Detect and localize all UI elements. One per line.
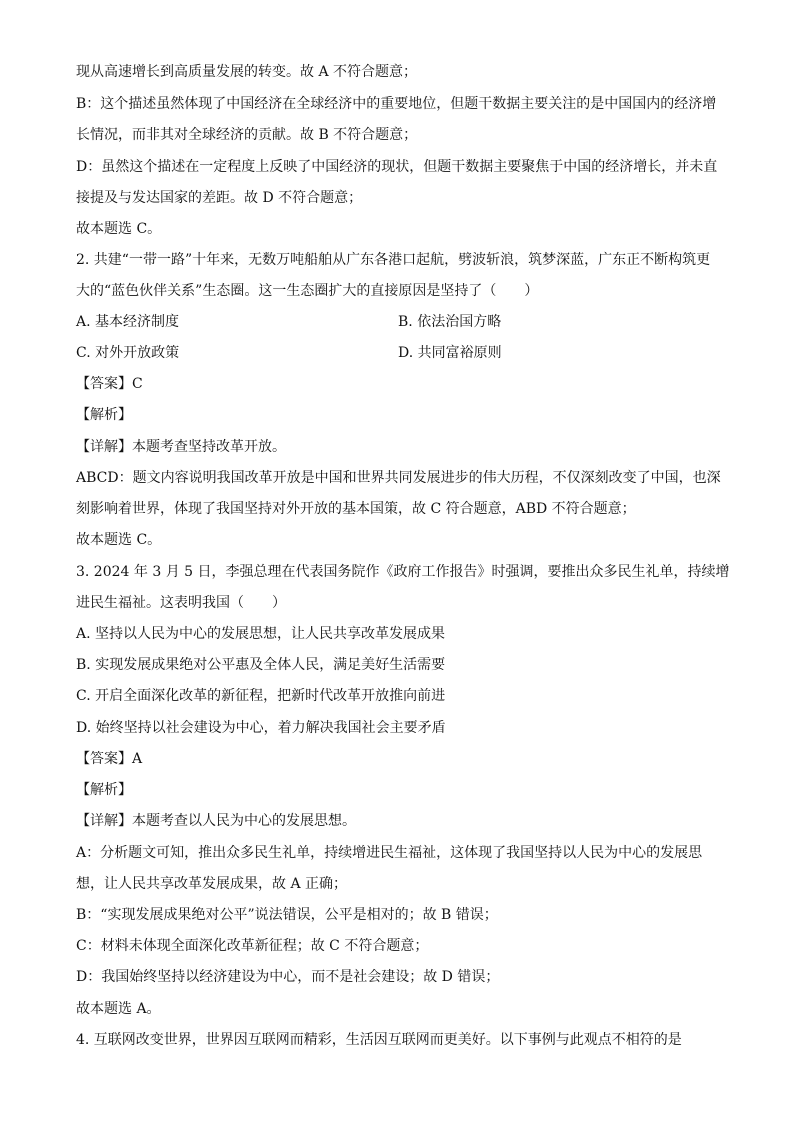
option-c: C. 对外开放政策 <box>76 345 180 361</box>
option-c: C. 开启全面深化改革的新征程，把新时代改革开放推向前进 <box>76 688 446 704</box>
text-line: 长情况，而非其对全球经济的贡献。故 B 不符合题意； <box>76 127 418 143</box>
question-2-stem: 大的“蓝色伙伴关系”生态圈。这一生态圈扩大的直接原因是坚持了（ ） <box>76 283 539 299</box>
text-line: 故本题选 A。 <box>76 1001 161 1017</box>
text-line: A：分析题文可知，推出众多民生礼单，持续增进民生福祉，这体现了我国坚持以人民为中心的发展思 <box>76 845 703 861</box>
detail-text: 【详解】本题考查以人民为中心的发展思想。 <box>76 813 356 829</box>
question-3-stem: 进民生福祉。这表明我国（ ） <box>76 595 286 611</box>
option-d: D. 共同富裕原则 <box>398 345 502 361</box>
text-line: D：我国始终坚持以经济建设为中心，而不是社会建设；故 D 错误； <box>76 969 500 985</box>
option-b: B. 依法治国方略 <box>398 314 502 330</box>
option-a: A. 坚持以人民为中心的发展思想，让人民共享改革发展成果 <box>76 626 446 642</box>
text-line: 故本题选 C。 <box>76 221 162 237</box>
question-3-stem: 3. 2024 年 3 月 5 日，李强总理在代表国务院作《政府工作报告》时强调，要推出众多民生礼单，持续增 <box>76 564 730 580</box>
text-line: 现从高速增长到高质量发展的转变。故 A 不符合题意； <box>76 64 418 80</box>
text-line: 想，让人民共享改革发展成果，故 A 正确； <box>76 876 348 892</box>
question-2-stem: 2. 共建“一带一路”十年来，无数万吨船舶从广东各港口起航，劈波斩浪，筑梦深蓝，广东正不断构筑更 <box>76 252 711 268</box>
option-d: D. 始终坚持以社会建设为中心，着力解决我国社会主要矛盾 <box>76 720 446 736</box>
question-4-stem: 4. 互联网改变世界，世界因互联网而精彩，生活因互联网而更美好。以下事例与此观点不相符的是 <box>76 1032 682 1048</box>
text-line: B：“实现发展成果绝对公平”说法错误，公平是相对的；故 B 错误； <box>76 907 498 923</box>
text-line: C：材料未体现全面深化改革新征程；故 C 不符合题意； <box>76 938 429 954</box>
text-line: ABCD：题文内容说明我国改革开放是中国和世界共同发展进步的伟大历程，不仅深刻改变了中国，也深 <box>76 470 721 486</box>
text-line: 接提及与发达国家的差距。故 D 不符合题意； <box>76 190 363 206</box>
text-line: 故本题选 C。 <box>76 532 162 548</box>
text-line: B：这个描述虽然体现了中国经济在全球经济中的重要地位，但题干数据主要关注的是中国国内的经济增 <box>76 96 717 112</box>
option-a: A. 基本经济制度 <box>76 314 180 330</box>
analysis-label: 【解析】 <box>76 782 132 798</box>
analysis-label: 【解析】 <box>76 407 132 423</box>
text-line: D：虽然这个描述在一定程度上反映了中国经济的现状，但题干数据主要聚焦于中国的经济增长，并未直 <box>76 159 718 175</box>
option-b: B. 实现发展成果绝对公平惠及全体人民，满足美好生活需要 <box>76 657 446 673</box>
answer-label: 【答案】C <box>76 376 143 392</box>
detail-text: 【详解】本题考查坚持改革开放。 <box>76 439 286 455</box>
text-line: 刻影响着世界，体现了我国坚持对外开放的基本国策，故 C 符合题意，ABD 不符合题意； <box>76 501 636 517</box>
answer-label: 【答案】A <box>76 751 143 767</box>
